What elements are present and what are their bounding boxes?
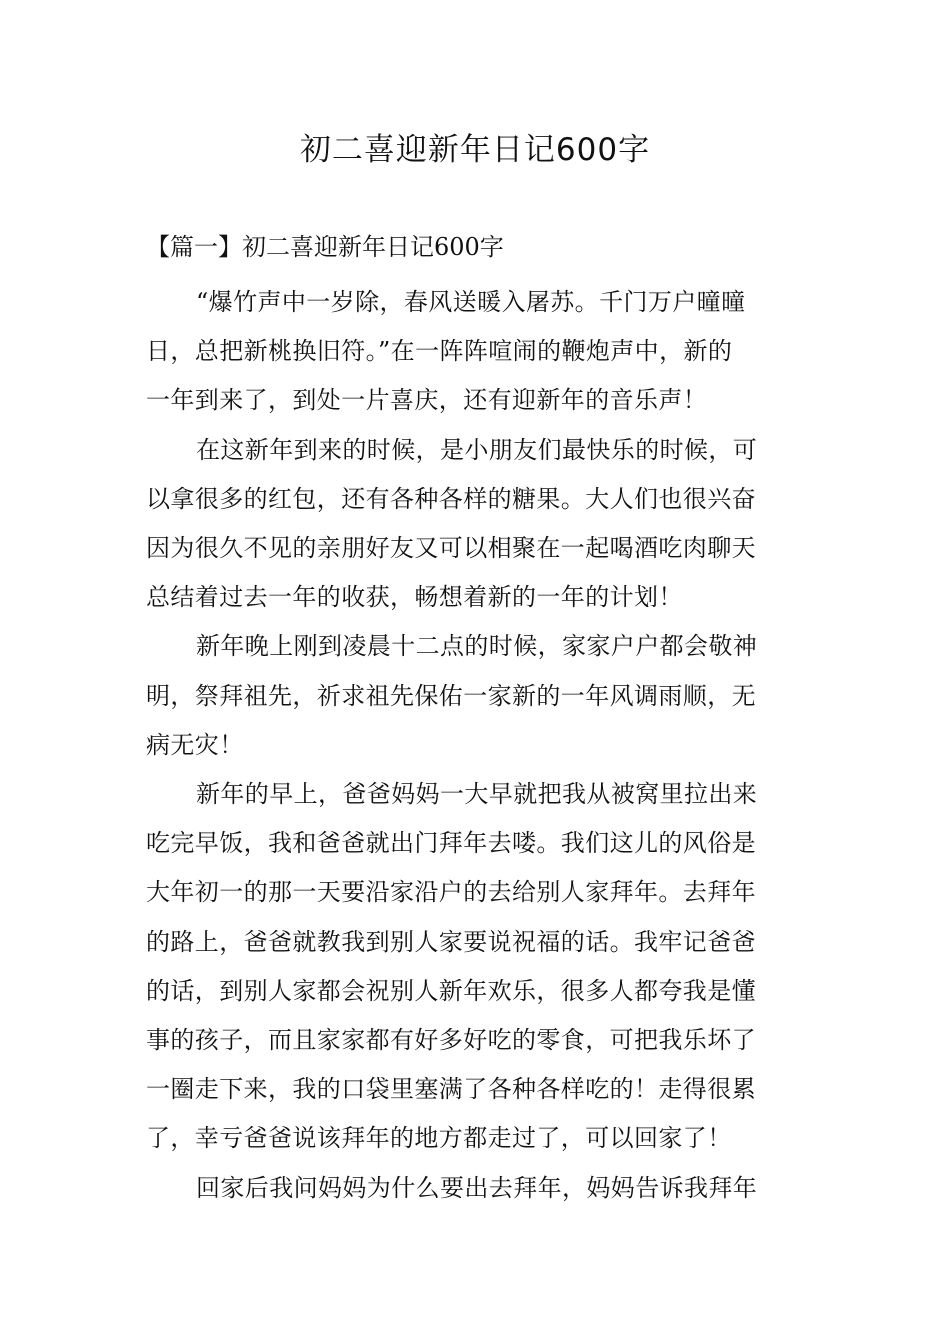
text-line: 的路上，爸爸就教我到别人家要说祝福的话。我牢记爸爸 (146, 927, 756, 956)
paragraph-3 (146, 622, 806, 770)
text-line: 新年的早上，爸爸妈妈一大早就把我从被窝里拉出来 (196, 780, 758, 809)
text-line: 明，祭拜祖先，祈求祖先保佑一家新的一年风调雨顺，无 (146, 681, 756, 710)
text-line: 事的孩子，而且家家都有好多好吃的零食，可把我乐坏了 (146, 1026, 756, 1055)
text-line: 大年初一的那一天要沿家沿户的去给别人家拜年。去拜年 (146, 878, 756, 907)
paragraph-2 (146, 426, 806, 623)
section-heading: 【篇一】初二喜迎新年日记600字 (146, 233, 504, 261)
text-line: 以拿很多的红包，还有各种各样的糖果。大人们也很兴奋 (146, 484, 756, 513)
document-title: 初二喜迎新年日记600字 (299, 132, 651, 168)
text-line: 的话，到别人家都会祝别人新年欢乐，很多人都夸我是懂 (146, 976, 756, 1005)
text-line: 新年晚上刚到凌晨十二点的时候，家家户户都会敬神 (196, 632, 758, 661)
text-line: “爆竹声中一岁除，春风送暖入屠苏。千门万户曈曈 (196, 288, 746, 316)
text-line: 一圈走下来，我的口袋里塞满了各种各样吃的！走得很累 (146, 1075, 756, 1104)
text-line: 总结着过去一年的收获，畅想着新的一年的计划！ (146, 583, 683, 612)
text-line: 了，幸亏爸爸说该拜年的地方都走过了，可以回家了！ (146, 1124, 732, 1153)
text-line: 病无灾！ (146, 730, 244, 759)
text-line: 在这新年到来的时候，是小朋友们最快乐的时候，可 (196, 435, 758, 464)
paragraph-1 (146, 278, 806, 426)
text-line: 吃完早饭，我和爸爸就出门拜年去喽。我们这儿的风俗是 (146, 829, 756, 858)
paragraph-4 (146, 770, 806, 1164)
text-line: 一年到来了，到处一片喜庆，还有迎新年的音乐声！ (146, 386, 708, 415)
document-body (146, 278, 806, 1213)
text-line: 回家后我问妈妈为什么要出去拜年，妈妈告诉我拜年 (196, 1173, 758, 1202)
paragraph-5 (146, 1164, 806, 1213)
text-line: 日，总把新桃换旧符。”在一阵阵喧闹的鞭炮声中，新的 (146, 337, 733, 366)
text-line: 因为很久不见的亲朋好友又可以相聚在一起喝酒吃肉聊天 (146, 534, 756, 563)
